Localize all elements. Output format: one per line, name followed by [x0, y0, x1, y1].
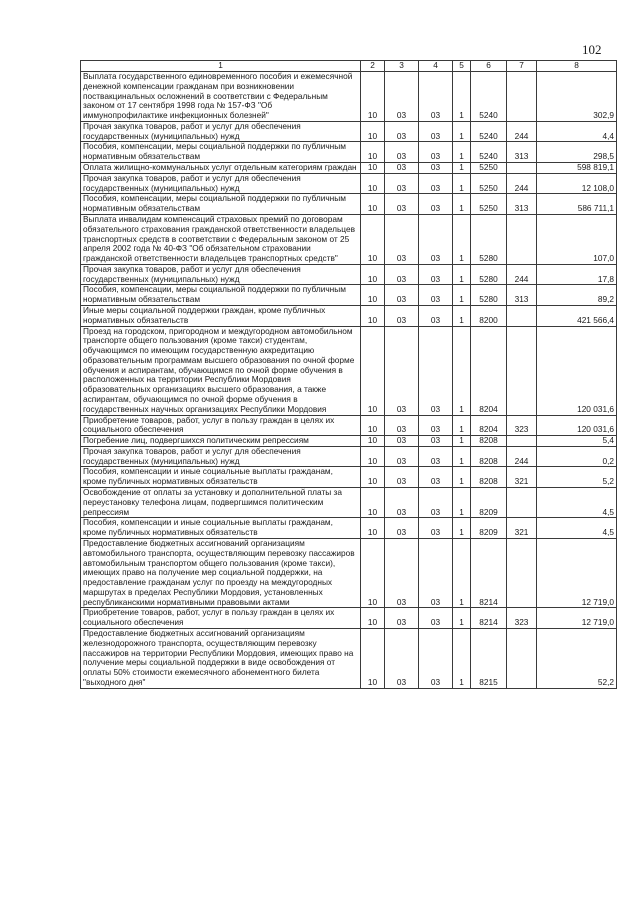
amount: 0,2: [537, 446, 617, 467]
program-code: 03: [419, 518, 453, 539]
amount: 586 711,1: [537, 194, 617, 215]
section-code: 10: [361, 285, 385, 306]
program-code: 03: [419, 264, 453, 285]
section-code: 10: [361, 488, 385, 518]
amount: 120 031,6: [537, 326, 617, 415]
expense-type-code: 321: [507, 467, 537, 488]
amount: 5,4: [537, 436, 617, 447]
section-code: 10: [361, 518, 385, 539]
section-code: 10: [361, 142, 385, 163]
subprogram-code: 1: [453, 436, 471, 447]
subsection-code: 03: [385, 121, 419, 142]
subprogram-code: 1: [453, 285, 471, 306]
row-description: Оплата жилищно-коммунальных услуг отдельным категориям граждан: [81, 163, 361, 174]
table-row: [81, 264, 617, 285]
expense-type-code: [507, 488, 537, 518]
subsection-code: 03: [385, 173, 419, 194]
section-code: 10: [361, 72, 385, 122]
expense-type-code: [507, 72, 537, 122]
table-row: [81, 285, 617, 306]
section-code: 10: [361, 194, 385, 215]
amount: 52,2: [537, 628, 617, 688]
subsection-code: 03: [385, 163, 419, 174]
subsection-code: 03: [385, 518, 419, 539]
program-code: 03: [419, 436, 453, 447]
expense-type-code: [507, 538, 537, 607]
program-code: 03: [419, 538, 453, 607]
target-code: 5250: [471, 194, 507, 215]
program-code: 03: [419, 194, 453, 215]
subsection-code: 03: [385, 142, 419, 163]
program-code: 03: [419, 628, 453, 688]
amount: 421 566,4: [537, 305, 617, 326]
row-description: Прочая закупка товаров, работ и услуг для обеспечения государственных (муниципальных) нужд: [81, 264, 361, 285]
target-code: 8208: [471, 436, 507, 447]
row-description: Предоставление бюджетных ассигнований организациям железнодорожного транспорта, осуществляющим перевозку пассажиров на территории Республики Мордовия, имеющих право на получение меры социальной поддержки в виде освобождения от оплаты 50% стоимости ежемесячного абонементного билета "выходного дня": [81, 628, 361, 688]
table-row: [81, 436, 617, 447]
subprogram-code: 1: [453, 628, 471, 688]
row-description: Проезд на городском, пригородном и междугородном автомобильном транспорте общего пользования (кроме такси) студентам, обучающимся по имеющим государственную аккредитацию образовательным программам высшего образования по очной форме обучения и аспирантам, обучающимся по очной форме обучения в расположенных на территории Республики Мордовия образовательных организациях высшего образования, а также аспирантам, обучающимся по очной форме обучения в государственных научных организациях Республики Мордовия: [81, 326, 361, 415]
row-description: Приобретение товаров, работ, услуг в пользу граждан в целях их социального обеспечения: [81, 415, 361, 436]
expense-type-code: [507, 628, 537, 688]
subprogram-code: 1: [453, 488, 471, 518]
section-code: 10: [361, 173, 385, 194]
subprogram-code: 1: [453, 72, 471, 122]
amount: 12 719,0: [537, 608, 617, 629]
subprogram-code: 1: [453, 142, 471, 163]
subsection-code: 03: [385, 436, 419, 447]
expense-type-code: 313: [507, 285, 537, 306]
subsection-code: 03: [385, 214, 419, 264]
program-code: 03: [419, 142, 453, 163]
row-description: Освобождение от оплаты за установку и дополнительной платы за переустановку телефона лицам, подвергшимся политическим репрессиям: [81, 488, 361, 518]
subsection-code: 03: [385, 538, 419, 607]
section-code: 10: [361, 608, 385, 629]
row-description: Предоставление бюджетных ассигнований организациям автомобильного транспорта, осуществляющим перевозку пассажиров автомобильным транспортом общего пользования (кроме такси), имеющих право на получение мер социальной поддержки, на предоставление гражданам услуг по проезду на междугородных маршрутах в пределах Республики Мордовия, установленных республиканскими нормативными правовыми актами: [81, 538, 361, 607]
column-header: 2: [361, 61, 385, 72]
target-code: 8209: [471, 488, 507, 518]
amount: 89,2: [537, 285, 617, 306]
subsection-code: 03: [385, 488, 419, 518]
row-description: Пособия, компенсации, меры социальной поддержки по публичным нормативным обязательствам: [81, 142, 361, 163]
row-description: Выплата инвалидам компенсаций страховых премий по договорам обязательного страхования гражданской ответственности владельцев транспортных средств в соответствии с Федеральным законом от 25 апреля 2002 года № 40-ФЗ "Об обязательном страховании гражданской ответственности владельцев транспортных средств": [81, 214, 361, 264]
expense-type-code: [507, 214, 537, 264]
expense-type-code: 244: [507, 121, 537, 142]
target-code: 8214: [471, 538, 507, 607]
amount: 4,5: [537, 518, 617, 539]
program-code: 03: [419, 415, 453, 436]
program-code: 03: [419, 326, 453, 415]
target-code: 5240: [471, 72, 507, 122]
section-code: 10: [361, 305, 385, 326]
subprogram-code: 1: [453, 326, 471, 415]
budget-table: [80, 60, 617, 689]
section-code: 10: [361, 628, 385, 688]
row-description: Выплата государственного единовременного пособия и ежемесячной денежной компенсации гражданам при возникновении поствакцинальных осложнений в соответствии с Федеральным законом от 17 сентября 1998 года № 157-ФЗ "Об иммунопрофилактике инфекционных болезней": [81, 72, 361, 122]
subprogram-code: 1: [453, 538, 471, 607]
amount: 298,5: [537, 142, 617, 163]
table-row: [81, 628, 617, 688]
subsection-code: 03: [385, 194, 419, 215]
target-code: 5280: [471, 214, 507, 264]
subprogram-code: 1: [453, 121, 471, 142]
target-code: 5280: [471, 264, 507, 285]
program-code: 03: [419, 608, 453, 629]
program-code: 03: [419, 467, 453, 488]
amount: 12 719,0: [537, 538, 617, 607]
subsection-code: 03: [385, 72, 419, 122]
expense-type-code: 244: [507, 264, 537, 285]
expense-type-code: [507, 326, 537, 415]
column-header: 8: [537, 61, 617, 72]
subprogram-code: 1: [453, 194, 471, 215]
section-code: 10: [361, 467, 385, 488]
amount: 4,4: [537, 121, 617, 142]
subsection-code: 03: [385, 305, 419, 326]
subprogram-code: 1: [453, 608, 471, 629]
target-code: 8214: [471, 608, 507, 629]
expense-type-code: 321: [507, 518, 537, 539]
row-description: Пособия, компенсации, меры социальной поддержки по публичным нормативным обязательствам: [81, 285, 361, 306]
table-row: [81, 142, 617, 163]
subsection-code: 03: [385, 608, 419, 629]
row-description: Прочая закупка товаров, работ и услуг для обеспечения государственных (муниципальных) нужд: [81, 121, 361, 142]
subprogram-code: 1: [453, 467, 471, 488]
expense-type-code: 323: [507, 608, 537, 629]
column-header: 7: [507, 61, 537, 72]
column-header: 6: [471, 61, 507, 72]
target-code: 8204: [471, 415, 507, 436]
expense-type-code: 313: [507, 142, 537, 163]
target-code: 5250: [471, 163, 507, 174]
row-description: Прочая закупка товаров, работ и услуг для обеспечения государственных (муниципальных) нужд: [81, 173, 361, 194]
program-code: 03: [419, 163, 453, 174]
row-description: Пособия, компенсации, меры социальной поддержки по публичным нормативным обязательствам: [81, 194, 361, 215]
table-row: [81, 72, 617, 122]
table-row: [81, 467, 617, 488]
column-header: 1: [81, 61, 361, 72]
subsection-code: 03: [385, 415, 419, 436]
section-code: 10: [361, 326, 385, 415]
expense-type-code: [507, 436, 537, 447]
table-row: [81, 446, 617, 467]
program-code: 03: [419, 121, 453, 142]
target-code: 8215: [471, 628, 507, 688]
section-code: 10: [361, 121, 385, 142]
subprogram-code: 1: [453, 415, 471, 436]
subprogram-code: 1: [453, 214, 471, 264]
table-row: [81, 415, 617, 436]
amount: 302,9: [537, 72, 617, 122]
table-row: [81, 518, 617, 539]
section-code: 10: [361, 436, 385, 447]
table-row: [81, 305, 617, 326]
section-code: 10: [361, 163, 385, 174]
page-number: 102: [582, 42, 602, 57]
table-row: [81, 488, 617, 518]
column-number-row: [81, 61, 617, 72]
expense-type-code: 313: [507, 194, 537, 215]
expense-type-code: 244: [507, 446, 537, 467]
program-code: 03: [419, 305, 453, 326]
target-code: 8209: [471, 518, 507, 539]
subsection-code: 03: [385, 264, 419, 285]
table-row: [81, 538, 617, 607]
program-code: 03: [419, 72, 453, 122]
row-description: Приобретение товаров, работ, услуг в пользу граждан в целях их социального обеспечения: [81, 608, 361, 629]
subsection-code: 03: [385, 628, 419, 688]
column-header: 5: [453, 61, 471, 72]
subsection-code: 03: [385, 285, 419, 306]
subprogram-code: 1: [453, 264, 471, 285]
program-code: 03: [419, 446, 453, 467]
table-row: [81, 173, 617, 194]
table-row: [81, 326, 617, 415]
target-code: 8208: [471, 467, 507, 488]
target-code: 8204: [471, 326, 507, 415]
column-header: 4: [419, 61, 453, 72]
row-description: Пособия, компенсации и иные социальные выплаты гражданам, кроме публичных нормативных обязательств: [81, 518, 361, 539]
amount: 107,0: [537, 214, 617, 264]
amount: 12 108,0: [537, 173, 617, 194]
table-row: [81, 194, 617, 215]
program-code: 03: [419, 285, 453, 306]
column-header: 3: [385, 61, 419, 72]
row-description: Прочая закупка товаров, работ и услуг для обеспечения государственных (муниципальных) нужд: [81, 446, 361, 467]
expense-type-code: 244: [507, 173, 537, 194]
row-description: Пособия, компенсации и иные социальные выплаты гражданам, кроме публичных нормативных обязательств: [81, 467, 361, 488]
target-code: 5240: [471, 121, 507, 142]
subsection-code: 03: [385, 446, 419, 467]
expense-type-code: [507, 163, 537, 174]
table-row: [81, 214, 617, 264]
expense-type-code: 323: [507, 415, 537, 436]
subprogram-code: 1: [453, 173, 471, 194]
table-row: [81, 608, 617, 629]
amount: 598 819,1: [537, 163, 617, 174]
program-code: 03: [419, 173, 453, 194]
target-code: 5250: [471, 173, 507, 194]
target-code: 5240: [471, 142, 507, 163]
target-code: 8200: [471, 305, 507, 326]
program-code: 03: [419, 214, 453, 264]
amount: 5,2: [537, 467, 617, 488]
target-code: 8208: [471, 446, 507, 467]
expense-type-code: [507, 305, 537, 326]
amount: 17,8: [537, 264, 617, 285]
subprogram-code: 1: [453, 163, 471, 174]
section-code: 10: [361, 446, 385, 467]
row-description: Погребение лиц, подвергшихся политическим репрессиям: [81, 436, 361, 447]
subsection-code: 03: [385, 326, 419, 415]
table-body: [81, 72, 617, 689]
section-code: 10: [361, 415, 385, 436]
subsection-code: 03: [385, 467, 419, 488]
table-row: [81, 163, 617, 174]
subprogram-code: 1: [453, 305, 471, 326]
section-code: 10: [361, 214, 385, 264]
section-code: 10: [361, 538, 385, 607]
section-code: 10: [361, 264, 385, 285]
target-code: 5280: [471, 285, 507, 306]
row-description: Иные меры социальной поддержки граждан, кроме публичных нормативных обязательств: [81, 305, 361, 326]
subprogram-code: 1: [453, 518, 471, 539]
subprogram-code: 1: [453, 446, 471, 467]
amount: 120 031,6: [537, 415, 617, 436]
table-row: [81, 121, 617, 142]
program-code: 03: [419, 488, 453, 518]
amount: 4,5: [537, 488, 617, 518]
